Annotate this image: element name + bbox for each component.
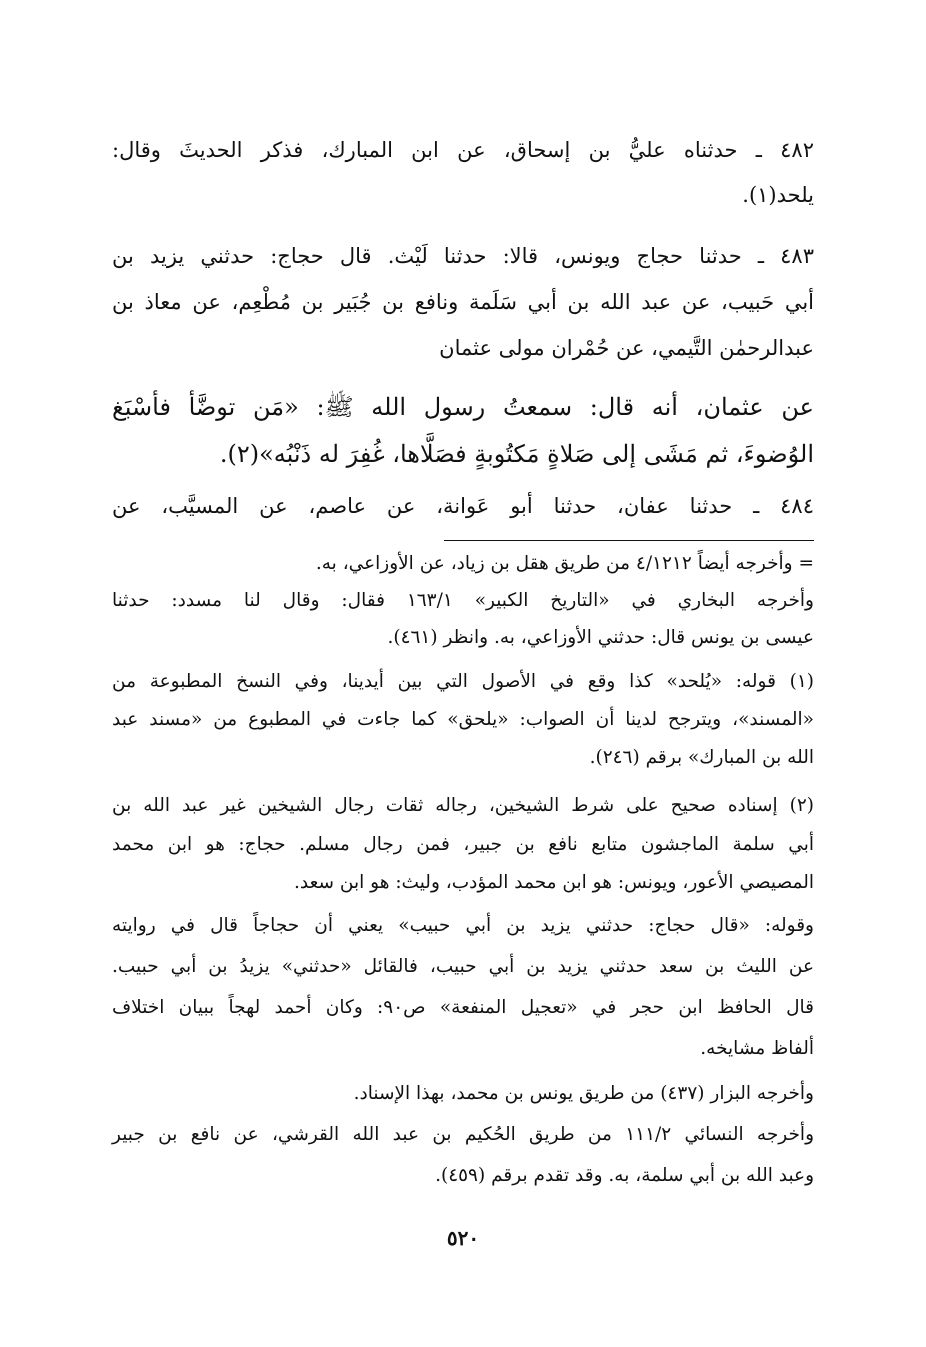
footnote-continuation-line-1: = وأخرجه أيضاً ٤/١٢١٢ من طريق هقل بن زياد، عن الأوزاعي، به. (315, 553, 814, 574)
hadith-482-line-2: يلحد(١). (742, 183, 814, 207)
footnote-2-line-7: ألفاظ مشايخه. (700, 1038, 814, 1059)
footnote-2-line-6: قال الحافظ ابن حجر في «تعجيل المنفعة» ص٩٠: وكان أحمد لهجاً ببيان اختلاف (112, 997, 814, 1018)
hadith-483-matn-line-1: عن عثمان، أنه قال: سمعتُ رسول الله ﷺ: «مَن توضَّأ فأسْبَغ (112, 393, 814, 421)
footnote-1-line-2: «المسند»، ويترجح لدينا أن الصواب: «يلحق» كما جاءت في المطبوع من «مسند عبد (112, 709, 814, 730)
hadith-482-line-1: ٤٨٢ ـ حدثناه عليُّ بن إسحاق، عن ابن المبارك، فذكر الحديثَ وقال: (112, 138, 814, 162)
footnote-2-line-9: وأخرجه النسائي ١١١/٢ من طريق الحُكيم بن عبد الله القرشي، عن نافع بن جبير (112, 1124, 815, 1145)
footnote-2-line-4: وقوله: «قال حجاج: حدثني يزيد بن أبي حبيب» يعني أن حجاجاً قال في روايته (112, 915, 814, 936)
footnote-continuation-line-3: عيسى بن يونس قال: حدثني الأوزاعي، به. وانظر (٤٦١). (387, 627, 814, 648)
footnote-1-line-1: (١) قوله: «يُلحد» كذا وقع في الأصول التي بين أيدينا، وفي النسخ المطبوعة من (112, 671, 814, 692)
hadith-483-line-3: عبدالرحمٰن التَّيمي، عن حُمْران مولى عثمان (439, 336, 814, 360)
hadith-483-line-2: أبي حَبيب، عن عبد الله بن أبي سَلَمة ونافع بن جُبَير بن مُطْعِم، عن معاذ بن (112, 290, 814, 314)
footnote-2-line-10: وعبد الله بن أبي سلمة، به. وقد تقدم برقم (٤٥٩). (435, 1165, 814, 1186)
footnote-2-line-2: أبي سلمة الماجشون متابع نافع بن جبير، فمن رجال مسلم. حجاج: هو ابن محمد (112, 834, 814, 855)
footnote-continuation-line-2: وأخرجه البخاري في «التاريخ الكبير» ١٦٣/١ فقال: وقال لنا مسدد: حدثنا (112, 590, 814, 611)
hadith-484-line-1: ٤٨٤ ـ حدثنا عفان، حدثنا أبو عَوانة، عن عاصم، عن المسيَّب، عن (112, 494, 814, 518)
footnote-separator (444, 540, 814, 541)
footnote-2-line-3: المصيصي الأعور، ويونس: هو ابن محمد المؤدب، وليث: هو ابن سعد. (293, 872, 814, 893)
hadith-483-matn-line-2: الوُضوءَ، ثم مَشَى إلى صَلاةٍ مَكتُوبةٍ فصَلَّاها، غُفِرَ له ذَنْبُه»(٢). (219, 440, 814, 468)
footnote-2-line-8: وأخرجه البزار (٤٣٧) من طريق يونس بن محمد، بهذا الإسناد. (353, 1083, 814, 1104)
footnote-2-line-1: (٢) إسناده صحيح على شرط الشيخين، رجاله ثقات رجال الشيخين غير عبد الله بن (112, 795, 814, 816)
hadith-483-line-1: ٤٨٣ ـ حدثنا حجاج ويونس، قالا: حدثنا لَيْث. قال حجاج: حدثني يزيد بن (112, 244, 814, 268)
footnote-2-line-5: عن الليث بن سعد حدثني يزيد بن أبي حبيب، فالقائل «حدثني» يزيدُ بن أبي حبيب. (112, 956, 814, 977)
footnote-1-line-3: الله بن المبارك» برقم (٢٤٦). (589, 747, 814, 768)
page-number: ٥٢٠ (446, 1226, 480, 1250)
